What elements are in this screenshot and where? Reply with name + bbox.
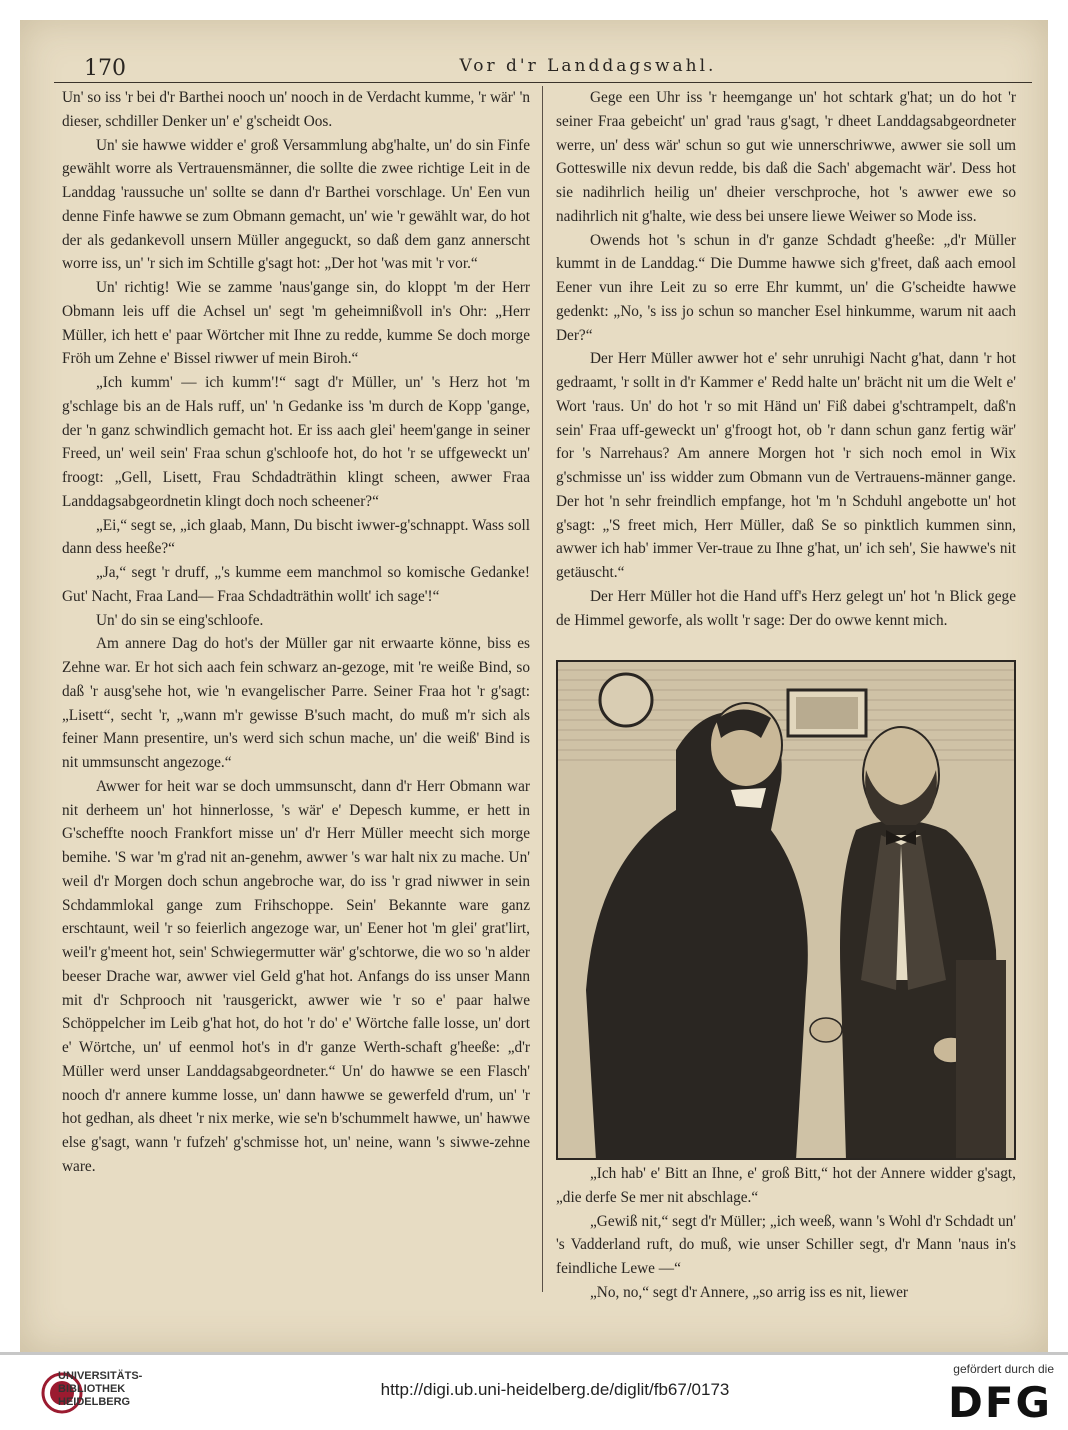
paragraph: Un' do sin se eing'schloofe.	[96, 611, 264, 629]
page-header	[54, 42, 1032, 83]
footer-divider	[0, 1352, 1068, 1355]
paragraph: „Ich hab' e' Bitt an Ihne, e' groß Bitt,“ hot der Annere widder g'sagt, „die derfe Se mer nit abschlage.“	[556, 1165, 1016, 1206]
paragraph: „Ei,“ segt se, „ich glaab, Mann, Du bischt iwwer-g'schnappt. Wass soll dann dess heeße?“	[62, 516, 530, 558]
paragraph: Am annere Dag do hot's der Müller gar nit erwaarte könne, biss es Zehne war. Er hot sich aach fein schwarz an-gezoge, mit 're weiße Bind, so daß 'r ausg'sehe hot, wie 'n evangelischer Parre. Seiner Fraa hot 'r g'sagt: „Lisett“, secht 'r, „wann m'r gewisse B'such macht, do muß m'r sich als feiner Mann presentire, un's werd sich schun mache, un' die weiß' Bind is nit ummsunscht angezoge.“	[62, 635, 530, 771]
right-column-top	[556, 86, 1016, 632]
institution-name	[58, 1370, 142, 1409]
dfg-logo: DFG	[947, 1378, 1052, 1427]
paragraph: „Gewiß nit,“ segt d'r Müller; „ich weeß, wann 's Wohl d'r Schdadt un' 's Vadderland ruft, do muß, wie unser Schiller segt, d'r Mann 'naus in's feindliche Lewe —“	[556, 1212, 1016, 1277]
column-divider	[542, 86, 543, 1292]
two-men-engraving	[556, 660, 1016, 1160]
paragraph: Un' sie hawwe widder e' groß Versammlung abg'halte, un' do sin Finfe gewählt worre als Vertrauensmänner, die sollte die zwee richtige Leit in de Landdag 'raussuche un' sollte se dann d'r Barthei vorschlage. Un' Een vun denne Finfe hawwe se zum Obmann gemacht, un' wie 'r gewählt war, do hot der als gedankevoll unsern Müller angeguckt, so daß dem ganz annerscht worre iss, un' 'r sich im Schtille g'sagt hot: „Der hot 'was mit 'r vor.“	[62, 136, 530, 273]
footer-bar	[0, 1352, 1068, 1430]
institution-line: UNIVERSITÄTS-	[58, 1370, 143, 1382]
paragraph: Der Herr Müller awwer hot e' sehr unruhigi Nacht g'hat, dann 'r hot gedraamt, 'r sollt in d'r Kammer e' Redd halte un' brächt nit um die Welt e' Wort 'raus. Un' do hot 'r so mit Händ un' Fiß dabei g'schtrampelt, daß'n sein' Fraa uff-geweckt un' g'froogt hot, ob 'r dann schun ganz fertig wär' for 's Narrehaus? Am annere Morgen hot 'r sich noch emol in Wix g'schmisse un' iss widder zum Obmann vun de Vertrauens-männer gange. Der hot 'n sehr freindlich empfange, hot 'm 'n Schduhl angebotte un' hot g'sagt: „'S freet mich, Herr Müller, daß Se so pinktlich kummen sinn, awwer ich hab' immer Ver-traue zu Ihne g'hat, un' ich seh', Sie hawwe's nit getäuscht.“	[556, 350, 1016, 581]
engraving-illustration	[556, 660, 1016, 1160]
paragraph: Un' so iss 'r bei d'r Barthei nooch un' nooch in de Verdacht kumme, 'r wär' 'n dieser, schdiller Denker un' e' g'scheidt Oos.	[62, 89, 530, 130]
institution-line: BIBLIOTHEK	[58, 1383, 126, 1395]
paragraph: „Ich kumm' — ich kumm'!“ sagt d'r Müller, un' 's Herz hot 'm g'schlage bis an de Hals ruff, un' 'n Gedanke iss 'm durch de Kopp 'gange, der 'n ganz schwindlich gemacht hot. Er iss aach glei' heem'gange in seiner Freed, un' weil sein' Fraa schun g'schloofe hot, do hot 'r se uffgeweckt un' froogt: „Gell, Lisett, Frau Schdadträthin klingt scheen, awwer Fraa Landdagsabgeordnetin klingt doch noch scheener?“	[62, 374, 530, 510]
right-column-bottom	[556, 1162, 1016, 1305]
institution-line: HEIDELBERG	[58, 1396, 131, 1408]
left-column	[62, 86, 530, 1179]
paragraph: „No, no,“ segt d'r Annere, „so arrig iss es nit, liewer	[590, 1283, 908, 1301]
paragraph: Der Herr Müller hot die Hand uff's Herz gelegt un' hot 'n Blick gege de Himmel geworfe, als wollt 'r sage: Der do owwe kennt mich.	[556, 587, 1016, 629]
paragraph: Gege een Uhr iss 'r heemgange un' hot schtark g'hat; un do hot 'r seiner Fraa gebeicht' un' grad 'raus g'sagt, 'r dheet Landdagsabgeordneter werre, un' dess wär' schun so gut wie unnerschriwwe, awwer sie soll um Gotteswille nix devun redde, bis daß die Sach' abgemacht wär'. Dess hot sie nadihrlich heilig un' dheier verschproche, hot 's awwer ewe so nadihrlich nit g'halte, wie dess bei unsere liewe Weiwer so Mode iss.	[556, 89, 1016, 225]
paragraph: „Ja,“ segt 'r druff, „'s kumme eem manchmol so komische Gedanke! Gut' Nacht, Fraa Land— Fraa Schdadträthin wollt' ich sage'!“	[62, 564, 530, 605]
source-url-link[interactable]: http://digi.ub.uni-heidelberg.de/diglit/fb67/0173	[380, 1380, 730, 1399]
running-title: Vor d'r Landdagswahl.	[459, 56, 717, 76]
sponsor-caption: gefördert durch die	[953, 1362, 1054, 1376]
paragraph: Un' richtig! Wie se zamme 'naus'gange sin, do kloppt 'm der Herr Obmann leis uff die Achsel un' segt 'm geheimnißvoll in's Ohr: „Herr Müller, ich hett e' paar Wörtcher mit Ihne zu redde, kumme Se doch morge Fröh um Zehne e' Bissel riwwer uf mein Biroh.“	[62, 279, 530, 368]
paragraph: Awwer for heit war se doch ummsunscht, dann d'r Herr Obmann war nit derheem un' hot hinnerlosse, 's wär' e' Depesch kumme, er hett in G'scheffte nooch Frankfort misse un' d'r Herr Müller meecht sich morge bemihe. 'S war 'm g'rad nit an-genehm, awwer 's war halt nix zu mache. Un' weil d'r Morgen doch schun angebroche war, do iss 'r grad niwwer in sein Schdammlokal gange zum Frihschoppe. Sein' Bekannte ware ganz erschtaunt, weil 'r so feierlich angezoge war, un' Eener hot 'm glei' grat'lirt, weil'r g'meent hot, sein' Schwiegermutter wär' g'schtorwe, die wo so 'n alder beeser Drache war, awwer viel Geld g'hat hot. Anfangs do iss unser Mann mit d'r Schprooch nit 'rausgerickt, awwer wie 'r so e' paar halwe Schöppelcher im Leib g'hat hot, do hot 'r do' e' Wörtche falle losse, un' dort e' Wörtche, un' uf eenmol hot's in d'r ganze Werth-schaft g'heeße: „d'r Müller werd unser Landdagsabgeordneter.“ Un' do hawwe se een Flasch' nooch d'r annere kumme losse, un' dann hawwe se gewerfeld d'rum, un' 'r hot gedhan, als dheet 'r nix merke, wie se'n b'schummelt hawwe, un' hawwe else g'sagt, wann 'r fufzeh' g'schmisse hot, un' neine, wann 's siwwe-zehne ware.	[62, 777, 530, 1175]
page-number: 170	[84, 56, 126, 81]
paragraph: Owends hot 's schun in d'r ganze Schdadt g'heeße: „d'r Müller kummt in de Landdag.“ Die Dumme hawwe sich g'freet, daß aach emool Eener vun ihre Leit zu so erre Ehr kummt, un' die G'scheidte hawwe gedenkt: „No, 's iss jo schun so mancher Esel hinkumme, warum nit aach Der?“	[556, 231, 1016, 344]
